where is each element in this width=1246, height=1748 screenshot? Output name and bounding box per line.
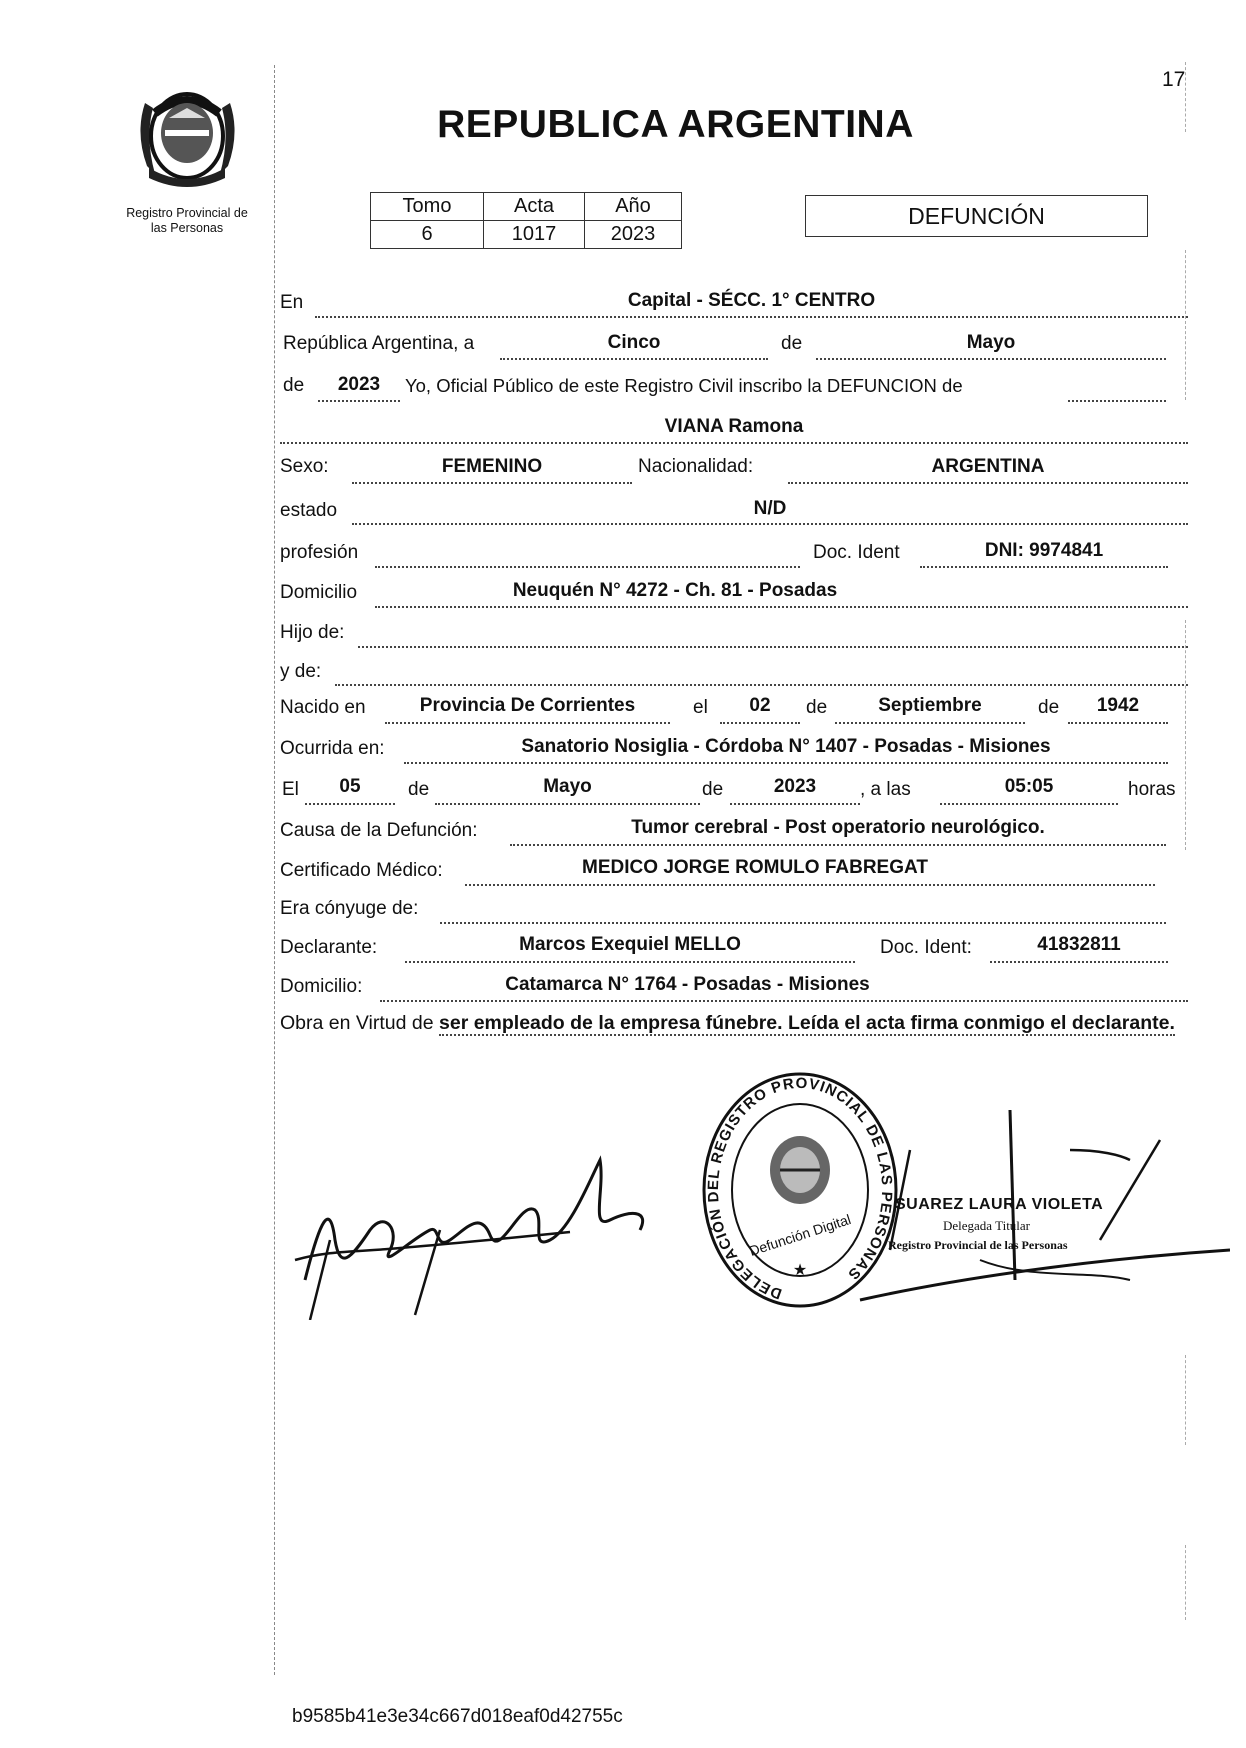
horas-label: horas [1128,779,1176,800]
tomo-value: 6 [371,221,484,249]
nacido-place-value: Provincia De Corrientes [419,695,636,716]
place-value: Capital - SÉCC. 1° CENTRO [627,290,876,311]
dotted-rule [375,566,800,568]
record-type-box: DEFUNCIÓN [805,195,1148,237]
nacionalidad-value: ARGENTINA [931,456,1045,477]
dotted-rule [318,400,400,402]
right-margin-line-3 [1185,620,1186,850]
svg-text:Defunción Digital: Defunción Digital [747,1211,853,1259]
svg-text:★: ★ [792,1262,808,1279]
republica-label: República Argentina, a [283,333,475,354]
registry-name-line2: las Personas [150,221,224,235]
declarante-label: Declarante: [280,937,378,958]
official-signature [830,1110,1230,1320]
year-value: 2023 [337,374,381,395]
ano-value: 2023 [585,221,682,249]
de-birth-year-label: de [1038,697,1060,718]
dotted-rule [335,684,1188,686]
dotted-rule [1068,400,1166,402]
dotted-rule [720,722,800,724]
domicilio-value: Neuquén N° 4272 - Ch. 81 - Posadas [512,580,838,601]
deceased-name-value: VIANA Ramona [664,416,804,437]
month-value: Mayo [966,332,1016,353]
dotted-rule [730,803,860,805]
hijo-label: Hijo de: [280,622,345,643]
dotted-rule [510,844,1166,846]
svg-text:DELEGACIÓN DEL REGISTRO PROVIN: DELEGACIÓN DEL REGISTRO PROVINCIAL DE LAS PERSONAS [704,1074,896,1303]
dotted-rule [280,442,1188,444]
death-year-value: 2023 [773,776,817,797]
acta-header: Acta [484,193,585,221]
oficial-text: Yo, Oficial Público de este Registro Civil inscribo la DEFUNCION de [405,375,963,396]
dotted-rule [465,884,1155,886]
death-month-value: Mayo [543,776,592,797]
right-margin-line-1 [1185,62,1186,132]
profesion-label: profesión [280,542,359,563]
registry-name [92,206,282,236]
declarante-signature [290,1140,660,1320]
dotted-rule [920,566,1168,568]
tomo-header: Tomo [371,193,484,221]
causa-value: Tumor cerebral - Post operatorio neurológico. [631,817,1045,838]
official-name: SUAREZ LAURA VIOLETA [895,1196,1104,1213]
dotted-rule [990,961,1168,963]
dotted-rule [788,482,1188,484]
ano-header: Año [585,193,682,221]
death-time-value: 05:05 [1004,776,1054,797]
causa-label: Causa de la Defunción: [280,820,478,841]
ocurrida-place-value: Sanatorio Nosiglia - Córdoba N° 1407 - Posadas - Misiones [521,736,1051,757]
conyuge-label: Era cónyuge de: [280,898,419,919]
dotted-rule [835,722,1025,724]
record-table [370,192,682,249]
de-death-month-label: de [408,779,430,800]
doc-ident-label: Doc. Ident [813,542,900,563]
left-margin-line [274,65,275,1675]
de-year-label: de [283,375,305,396]
declarante-doc-value: 41832811 [1037,934,1121,955]
El-label: El [282,779,299,800]
acta-value: 1017 [484,221,585,249]
dni-value: DNI: 9974841 [984,540,1104,561]
el-label: el [693,697,708,718]
dotted-rule [380,1000,1188,1002]
birth-day-value: 02 [749,695,771,716]
de-death-year-label: de [702,779,724,800]
nacionalidad-label: Nacionalidad: [638,456,754,477]
domicilio2-label: Domicilio: [280,976,363,997]
estado-label: estado [280,500,338,521]
document-hash: b9585b41e3e34c667d018eaf0d42755c [292,1706,623,1727]
page-number: 17 [1162,68,1186,91]
right-margin-line-2 [1185,250,1186,400]
sexo-label: Sexo: [280,456,329,477]
dotted-rule [440,922,1166,924]
doc-ident2-label: Doc. Ident: [880,937,972,958]
registry-name-line1: Registro Provincial de [126,206,248,220]
domicilio2-value: Catamarca N° 1764 - Posadas - Misiones [505,974,870,995]
sexo-value: FEMENINO [441,456,543,477]
dotted-rule [1068,722,1168,724]
dotted-rule [816,358,1166,360]
official-registry: Registro Provincial de las Personas [888,1238,1068,1252]
page-title: REPUBLICA ARGENTINA [437,103,914,146]
birth-year-value: 1942 [1096,695,1140,716]
de-label: de [781,333,803,354]
death-day-value: 05 [339,776,361,797]
obra-paragraph [280,1010,1195,1037]
dotted-rule [352,523,1188,525]
dotted-rule [315,316,1188,318]
dotted-rule [405,961,855,963]
right-margin-line-5 [1185,1545,1186,1620]
day-text-value: Cinco [607,332,661,353]
domicilio-label: Domicilio [280,582,358,603]
nacido-label: Nacido en [280,697,366,718]
official-role: Delegada Titular [943,1218,1031,1233]
dotted-rule [375,606,1188,608]
dotted-rule [940,803,1118,805]
declarante-value: Marcos Exequiel MELLO [519,934,741,955]
birth-month-value: Septiembre [878,695,982,716]
y-de-label: y de: [280,661,322,682]
dotted-rule [352,482,632,484]
certificado-label: Certificado Médico: [280,860,443,881]
dotted-rule [358,646,1188,648]
obra-prefix: Obra en Virtud de [280,1012,434,1034]
dotted-rule [435,803,700,805]
ocurrida-label: Ocurrida en: [280,738,385,759]
dotted-rule [500,358,768,360]
right-margin-line-4 [1185,1355,1186,1445]
estado-value: N/D [753,498,787,519]
dotted-rule [385,722,670,724]
a-las-label: , a las [860,779,911,800]
en-label: En [280,292,304,313]
dotted-rule [404,762,1168,764]
obra-text: ser empleado de la empresa fúnebre. Leída el acta firma conmigo el declarante. [439,1012,1175,1034]
certificado-value: MEDICO JORGE ROMULO FABREGAT [582,857,928,878]
dotted-rule [305,803,395,805]
de-birth-month-label: de [806,697,828,718]
